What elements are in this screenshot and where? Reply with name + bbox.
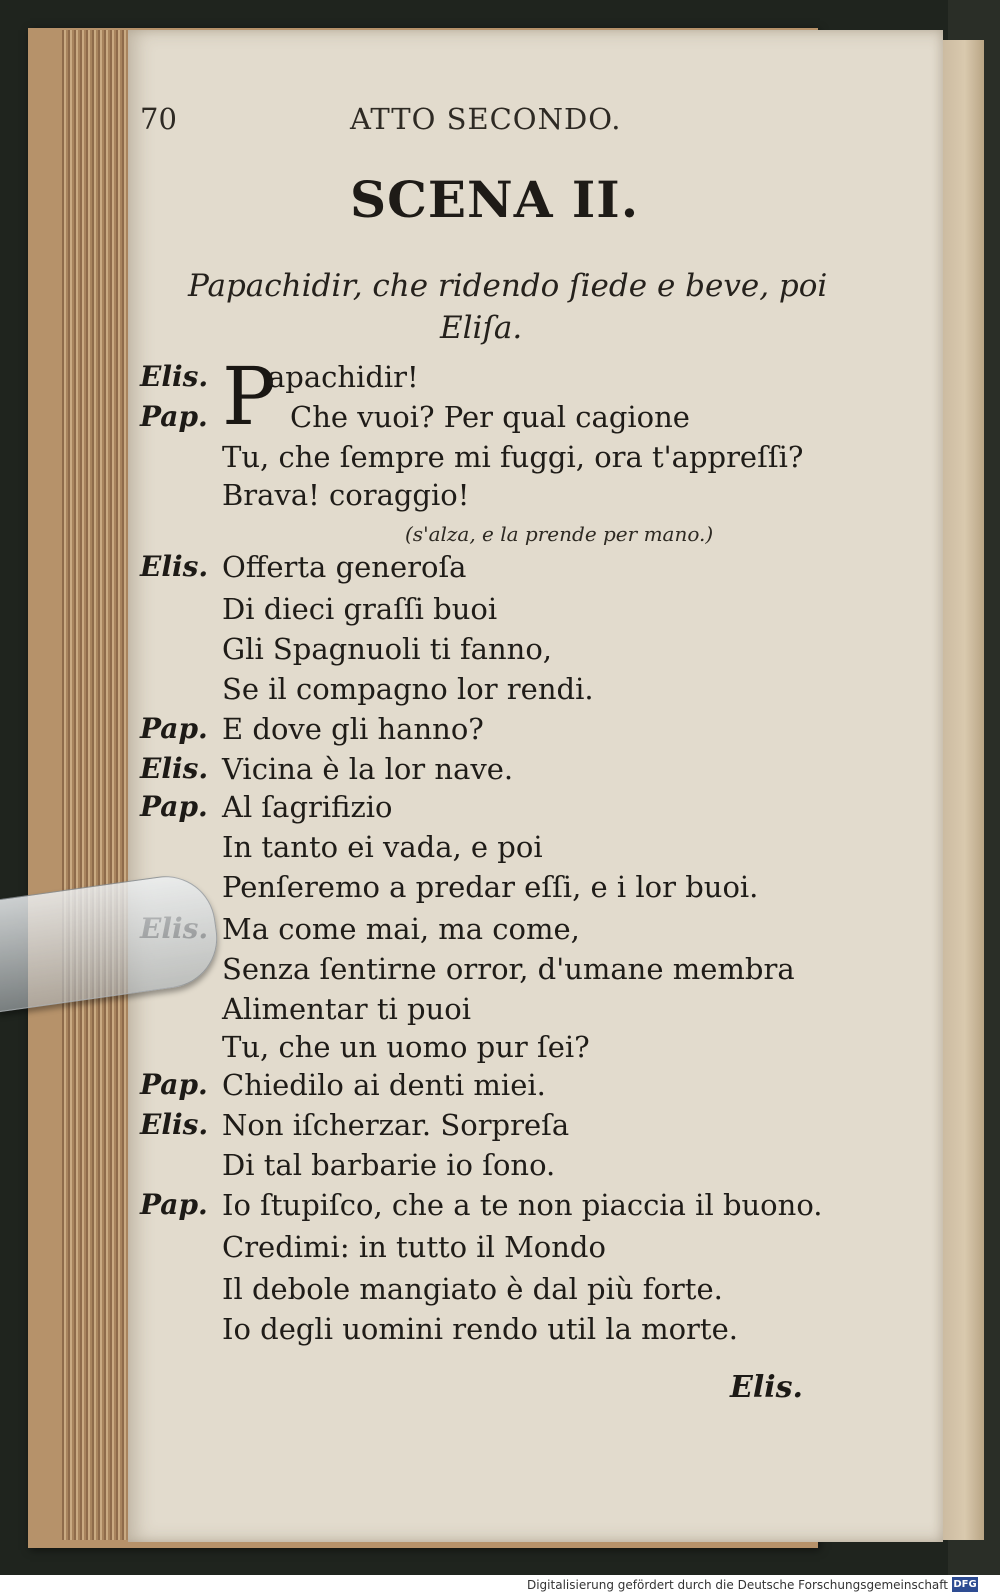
- dialogue-line: Di dieci graſſi buoi: [222, 592, 498, 626]
- stage-direction-line1: Papachidir, che ridendo ſiede e beve, poi: [188, 268, 828, 304]
- dialogue-line: Io ſtupiſco, che a te non piaccia il buono.: [222, 1188, 823, 1222]
- speaker-label: Pap.: [140, 1188, 208, 1221]
- dialogue-line: Brava! coraggio!: [222, 478, 470, 512]
- dialogue-line: Senza ſentirne orror, d'umane membra: [222, 952, 795, 986]
- scene-title: SCENA II.: [350, 170, 640, 229]
- dialogue-line: Il debole mangiato è dal più forte.: [222, 1272, 723, 1306]
- dfg-logo: DFG: [953, 1579, 977, 1590]
- dialogue-line: Che vuoi? Per qual cagione: [290, 400, 690, 434]
- dialogue-line: Credimi: in tutto il Mondo: [222, 1230, 606, 1264]
- facing-page-edge: [936, 40, 984, 1540]
- dialogue-line: Non iſcherzar. Sorpreſa: [222, 1108, 570, 1142]
- inline-stage-direction: (s'alza, e la prende per mano.): [405, 522, 714, 546]
- drop-cap: P: [222, 350, 276, 443]
- running-head: ATTO SECONDO.: [350, 102, 622, 136]
- speaker-label: Pap.: [140, 400, 208, 433]
- speaker-label: Elis.: [140, 550, 209, 583]
- footer-credit: Digitalisierung gefördert durch die Deutsche Forschungsgemeinschaft: [526, 1578, 948, 1592]
- dialogue-line: Vicina è la lor nave.: [222, 752, 514, 786]
- speaker-label: Pap.: [140, 712, 208, 745]
- dialogue-line: Ma come mai, ma come,: [222, 912, 580, 946]
- page-number: 70: [140, 102, 177, 136]
- speaker-label: Elis.: [140, 1108, 209, 1141]
- dialogue-line: E dove gli hanno?: [222, 712, 484, 746]
- dialogue-line: Gli Spagnuoli ti fanno,: [222, 632, 553, 666]
- dialogue-line: Io degli uomini rendo util la morte.: [222, 1312, 738, 1346]
- dialogue-line: Alimentar ti puoi: [222, 992, 471, 1026]
- dialogue-line: Tu, che ſempre mi fuggi, ora t'appreſſi?: [222, 440, 804, 474]
- dialogue-line: Penſeremo a predar eſſi, e i lor buoi.: [222, 870, 759, 904]
- catchword: Elis.: [730, 1370, 803, 1405]
- dialogue-line: Tu, che un uomo pur ſei?: [222, 1030, 590, 1064]
- speaker-label: Elis.: [140, 360, 209, 393]
- footer-bar: [0, 1575, 1000, 1596]
- dialogue-line: In tanto ei vada, e poi: [222, 830, 543, 864]
- dialogue-line: Chiedilo ai denti miei.: [222, 1068, 546, 1102]
- stage-direction-line2: Eliſa.: [440, 310, 523, 346]
- speaker-label: Pap.: [140, 1068, 208, 1101]
- dialogue-line: apachidir!: [268, 360, 419, 394]
- dialogue-line: Di tal barbarie io ſono.: [222, 1148, 556, 1182]
- dialogue-line: Offerta generoſa: [222, 550, 467, 584]
- speaker-label: Pap.: [140, 790, 208, 823]
- dialogue-line: Al ſagrifizio: [222, 790, 393, 824]
- speaker-label: Elis.: [140, 752, 209, 785]
- dialogue-line: Se il compagno lor rendi.: [222, 672, 594, 706]
